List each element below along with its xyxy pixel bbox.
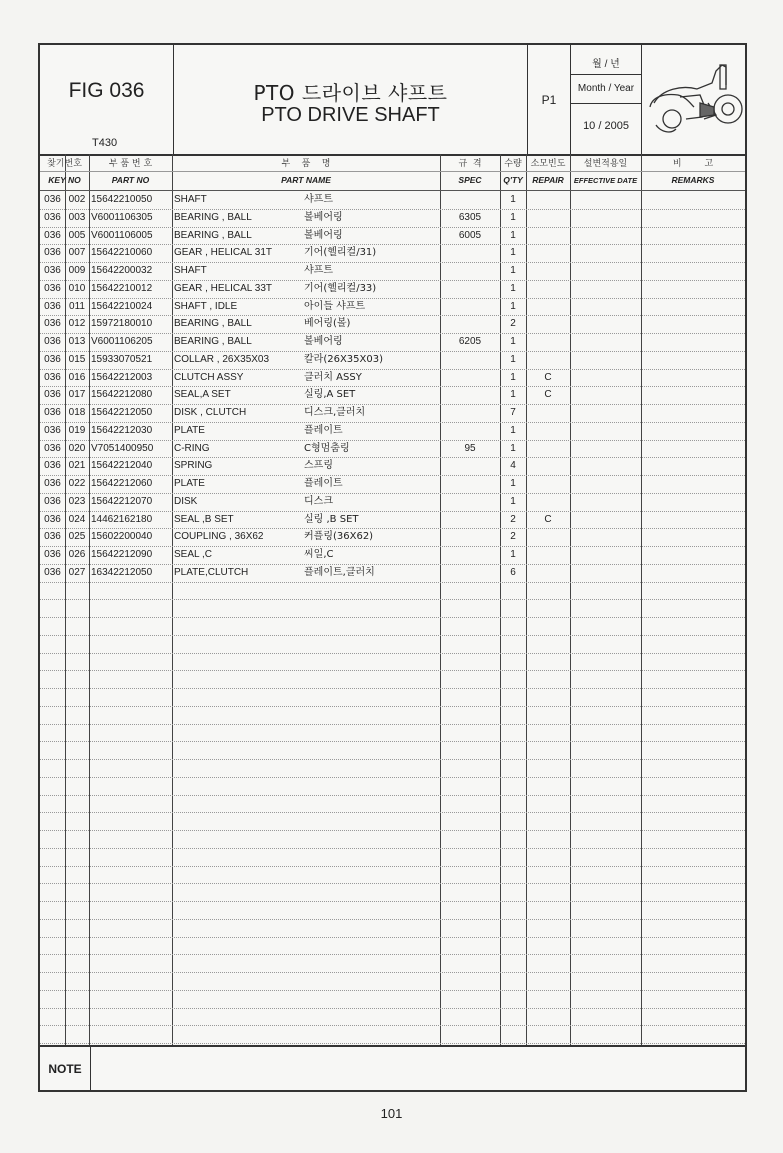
cell-qty: 6	[510, 566, 516, 578]
cell-name-en: PLATE,CLUTCH	[174, 566, 249, 578]
cell-key: 009	[68, 265, 86, 276]
cell-qty: 1	[510, 478, 516, 489]
cell-name-en: SHAFT , IDLE	[174, 300, 238, 312]
cell-fig: 036	[44, 229, 61, 241]
page-code: P1	[541, 93, 557, 107]
note-area	[40, 1045, 745, 1092]
tractor-illustration	[642, 45, 745, 154]
cell-qty: 2	[510, 513, 516, 525]
fig-number: FIG 036	[68, 79, 145, 102]
cell-part: V7051400950	[91, 442, 154, 454]
cell-key: 018	[68, 407, 86, 418]
cell-name-en: SEAL ,C	[174, 549, 212, 560]
title-english: PTO DRIVE SHAFT	[261, 104, 440, 126]
cell-spec: 95	[464, 442, 476, 454]
cell-part: 15642212040	[91, 460, 153, 472]
cell-key: 017	[68, 389, 86, 401]
cell-fig: 036	[44, 495, 61, 507]
cell-name-en: C-RING	[174, 442, 210, 454]
title-box	[174, 45, 527, 154]
cell-key: 027	[68, 566, 86, 578]
cell-repair: C	[544, 389, 552, 401]
col-part-en: PART NO	[111, 175, 150, 185]
cell-name-ko: 샤프트	[304, 265, 333, 276]
cell-part: 15972180010	[91, 318, 153, 330]
cell-qty: 1	[510, 495, 516, 507]
cell-key: 012	[68, 318, 86, 330]
cell-name-ko: 플레이트,클러치	[304, 566, 375, 578]
cell-key: 020	[68, 442, 86, 454]
cell-part: 15642212070	[91, 495, 153, 507]
page-box	[528, 45, 570, 154]
cell-name-en: SEAL ,B SET	[174, 513, 234, 525]
col-repair-ko: 소모빈도	[530, 159, 566, 169]
cell-fig: 036	[44, 442, 61, 454]
cell-key: 024	[68, 513, 86, 525]
cell-fig: 036	[44, 318, 61, 330]
cell-part: 15642212030	[91, 424, 153, 436]
cell-key: 019	[68, 424, 86, 436]
cell-name-ko: 커플링(36X62)	[304, 531, 374, 543]
cell-key: 026	[68, 549, 86, 560]
cell-name-en: SHAFT	[174, 194, 207, 205]
cell-key: 023	[68, 495, 86, 507]
cell-part: 15642212060	[91, 478, 153, 489]
note-label: NOTE	[48, 1062, 82, 1076]
cell-fig: 036	[44, 389, 61, 401]
cell-fig: 036	[44, 566, 61, 578]
cell-name-en: DISK , CLUTCH	[174, 407, 247, 418]
cell-spec: 6005	[458, 229, 482, 241]
cell-qty: 1	[510, 300, 516, 312]
cell-fig: 036	[44, 247, 61, 259]
cell-qty: 1	[510, 282, 516, 294]
cell-part: 15642212003	[91, 371, 153, 383]
cell-name-ko: 아이들 샤프트	[304, 300, 366, 312]
cell-key: 005	[68, 229, 86, 241]
cell-repair: C	[544, 513, 552, 525]
sheet-header	[40, 45, 745, 156]
cell-part: 15642200032	[91, 265, 153, 276]
cell-name-en: SPRING	[174, 460, 213, 472]
cell-name-ko: C형멈춤링	[304, 442, 350, 454]
cell-fig: 036	[44, 194, 61, 205]
cell-key: 015	[68, 353, 86, 365]
cell-key: 016	[68, 371, 86, 383]
cell-name-ko: 디스크	[304, 495, 333, 507]
cell-key: 010	[68, 282, 86, 294]
cell-qty: 2	[510, 318, 516, 330]
cell-qty: 1	[510, 442, 516, 454]
cell-name-en: BEARING , BALL	[174, 211, 252, 223]
cell-name-ko: 기어(헬리컬/33)	[304, 282, 377, 294]
cell-qty: 1	[510, 371, 516, 383]
col-rem-en: REMARKS	[671, 175, 715, 185]
cell-part: 15642212050	[91, 407, 153, 418]
cell-name-ko: 베어링(볼)	[304, 318, 351, 330]
cell-part: 15602200040	[91, 531, 153, 543]
cell-part: 16342212050	[91, 566, 153, 578]
cell-name-ko: 기어(헬리컬/31)	[304, 247, 377, 259]
col-key-en: KEY NO	[48, 175, 81, 185]
cell-part: V6001106305	[91, 211, 153, 223]
col-eff-en: EFFECTIVE DATE	[573, 176, 638, 185]
cell-name-ko: 스프링	[304, 460, 333, 472]
cell-name-en: GEAR , HELICAL 31T	[174, 247, 272, 259]
cell-name-ko: 실링,A SET	[304, 389, 356, 401]
parts-table	[40, 154, 745, 1045]
cell-name-ko: 샤프트	[304, 194, 333, 205]
cell-name-ko: 실링 ,B SET	[304, 513, 359, 525]
date-label-english: Month / Year	[577, 83, 635, 94]
cell-qty: 1	[510, 549, 516, 560]
cell-part: 15642212080	[91, 389, 153, 401]
cell-repair: C	[544, 371, 552, 383]
col-repair-en: REPAIR	[532, 175, 564, 185]
fig-box	[40, 45, 173, 154]
cell-part: 15933070521	[91, 353, 153, 365]
cell-part: 14462162180	[91, 513, 153, 525]
cell-key: 011	[69, 300, 85, 312]
col-qty-en: Q'TY	[503, 175, 523, 185]
cell-key: 007	[68, 247, 86, 259]
col-name-ko: 부 품 명	[281, 159, 331, 169]
cell-name-ko: 디스크,클러치	[304, 407, 366, 418]
cell-part: 15642210050	[91, 194, 153, 205]
cell-part: V6001106005	[91, 229, 153, 241]
cell-name-ko: 볼베어링	[304, 229, 343, 241]
cell-qty: 2	[510, 531, 516, 543]
cell-fig: 036	[44, 531, 61, 543]
col-qty-ko: 수량	[504, 159, 522, 169]
col-eff-ko: 설변적용일	[583, 159, 628, 169]
cell-qty: 1	[510, 353, 516, 365]
cell-part: 15642212090	[91, 549, 153, 560]
cell-name-en: COUPLING , 36X62	[174, 531, 264, 543]
cell-qty: 1	[510, 424, 516, 436]
cell-qty: 1	[510, 265, 516, 276]
cell-qty: 1	[510, 211, 516, 223]
col-key-ko: 찾기번호	[47, 159, 82, 169]
col-spec-en: SPEC	[458, 175, 482, 185]
cell-name-en: PLATE	[174, 478, 205, 489]
cell-fig: 036	[44, 407, 61, 418]
cell-qty: 1	[510, 336, 516, 347]
cell-fig: 036	[44, 478, 61, 489]
cell-fig: 036	[44, 424, 61, 436]
col-name-en: PART NAME	[281, 175, 331, 185]
cell-fig: 036	[44, 549, 61, 560]
cell-name-ko: 칼라(26X35X03)	[304, 353, 383, 365]
cell-fig: 036	[44, 353, 61, 365]
cell-qty: 1	[510, 389, 516, 401]
cell-qty: 4	[510, 460, 516, 472]
cell-name-en: SEAL,A SET	[174, 389, 231, 401]
cell-part: 15642210012	[91, 282, 153, 294]
cell-name-ko: 플레이트	[304, 478, 343, 489]
cell-name-en: PLATE	[174, 424, 205, 436]
cell-name-en: SHAFT	[174, 265, 207, 276]
cell-name-ko: 씨일,C	[304, 549, 334, 560]
cell-fig: 036	[44, 513, 61, 525]
title-korean: PTO 드라이브 샤프트	[253, 81, 448, 105]
model-name: T430	[92, 137, 118, 149]
cell-qty: 1	[510, 229, 516, 241]
page-number: 101	[380, 1106, 403, 1121]
cell-fig: 036	[44, 282, 61, 294]
cell-name-en: DISK	[174, 495, 198, 507]
cell-name-ko: 클러치 ASSY	[304, 371, 362, 383]
cell-fig: 036	[44, 336, 61, 347]
date-label-korean: 월 / 년	[592, 59, 620, 70]
cell-fig: 036	[44, 300, 61, 312]
cell-qty: 1	[510, 247, 516, 259]
cell-spec: 6205	[458, 336, 482, 347]
date-value: 10 / 2005	[583, 120, 629, 132]
cell-name-en: COLLAR , 26X35X03	[174, 353, 270, 365]
cell-key: 002	[68, 194, 86, 205]
cell-key: 021	[68, 460, 86, 472]
cell-key: 022	[68, 478, 86, 489]
cell-fig: 036	[44, 211, 61, 223]
cell-spec: 6305	[458, 211, 482, 223]
cell-key: 003	[68, 211, 86, 223]
cell-qty: 7	[510, 407, 516, 418]
cell-name-ko: 볼베어링	[304, 336, 343, 347]
cell-key: 013	[68, 336, 86, 347]
cell-name-en: GEAR , HELICAL 33T	[174, 282, 272, 294]
cell-part: V6001106205	[91, 336, 153, 347]
cell-name-ko: 볼베어링	[304, 211, 343, 223]
cell-name-ko: 플레이트	[304, 424, 343, 436]
col-rem-ko: 비 고	[672, 159, 714, 169]
cell-name-en: BEARING , BALL	[174, 318, 252, 330]
cell-part: 15642210024	[91, 300, 153, 312]
date-box	[571, 45, 641, 154]
col-spec-ko: 규 격	[458, 159, 482, 169]
col-part-ko: 부 품 번 호	[108, 159, 153, 169]
cell-fig: 036	[44, 371, 61, 383]
cell-name-en: BEARING , BALL	[174, 229, 252, 241]
parts-sheet	[38, 43, 747, 1092]
cell-qty: 1	[510, 194, 516, 205]
cell-name-en: BEARING , BALL	[174, 336, 252, 347]
cell-name-en: CLUTCH ASSY	[174, 371, 244, 383]
cell-fig: 036	[44, 460, 61, 472]
cell-key: 025	[68, 531, 86, 543]
cell-fig: 036	[44, 265, 61, 276]
cell-part: 15642210060	[91, 247, 153, 259]
